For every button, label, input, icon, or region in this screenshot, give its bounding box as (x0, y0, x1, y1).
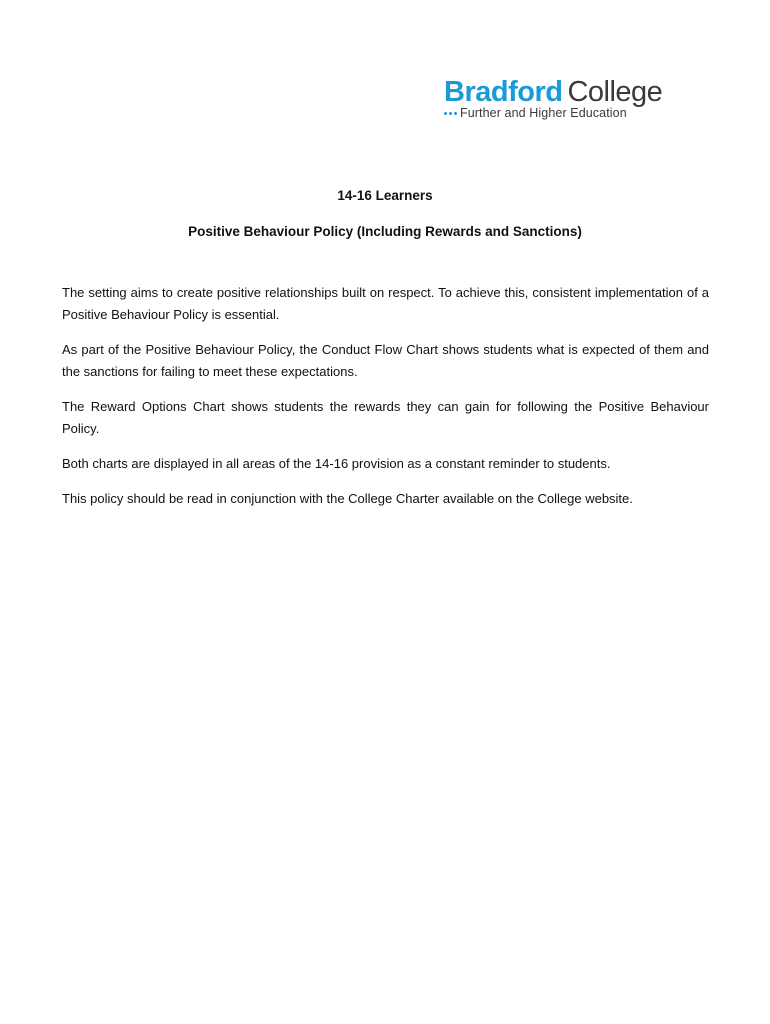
paragraph: The setting aims to create positive relationships built on respect. To achieve this, consistent implementation of a Positive Behaviour Policy is essential. (62, 285, 709, 322)
logo-tagline-row (444, 106, 627, 120)
document-title: 14-16 Learners (337, 188, 433, 203)
logo-dots-icon (444, 112, 457, 115)
logo-tagline: Further and Higher Education (460, 106, 627, 120)
logo-wordmark (444, 76, 662, 108)
logo-brand-text: Bradford (444, 76, 563, 108)
paragraph: The Reward Options Chart shows students the rewards they can gain for following the Positive Behaviour Policy. (62, 399, 709, 436)
paragraph: As part of the Positive Behaviour Policy, the Conduct Flow Chart shows students what is expected of them and the sanctions for failing to meet these expectations. (62, 342, 709, 379)
paragraph: This policy should be read in conjunction with the College Charter available on the College website. (62, 491, 633, 506)
logo-college-text: College (567, 76, 663, 108)
document-subtitle: Positive Behaviour Policy (Including Rewards and Sanctions) (188, 224, 582, 239)
document-body (62, 282, 709, 523)
paragraph: Both charts are displayed in all areas of the 14-16 provision as a constant reminder to students. (62, 456, 611, 471)
bradford-college-logo (444, 76, 694, 124)
